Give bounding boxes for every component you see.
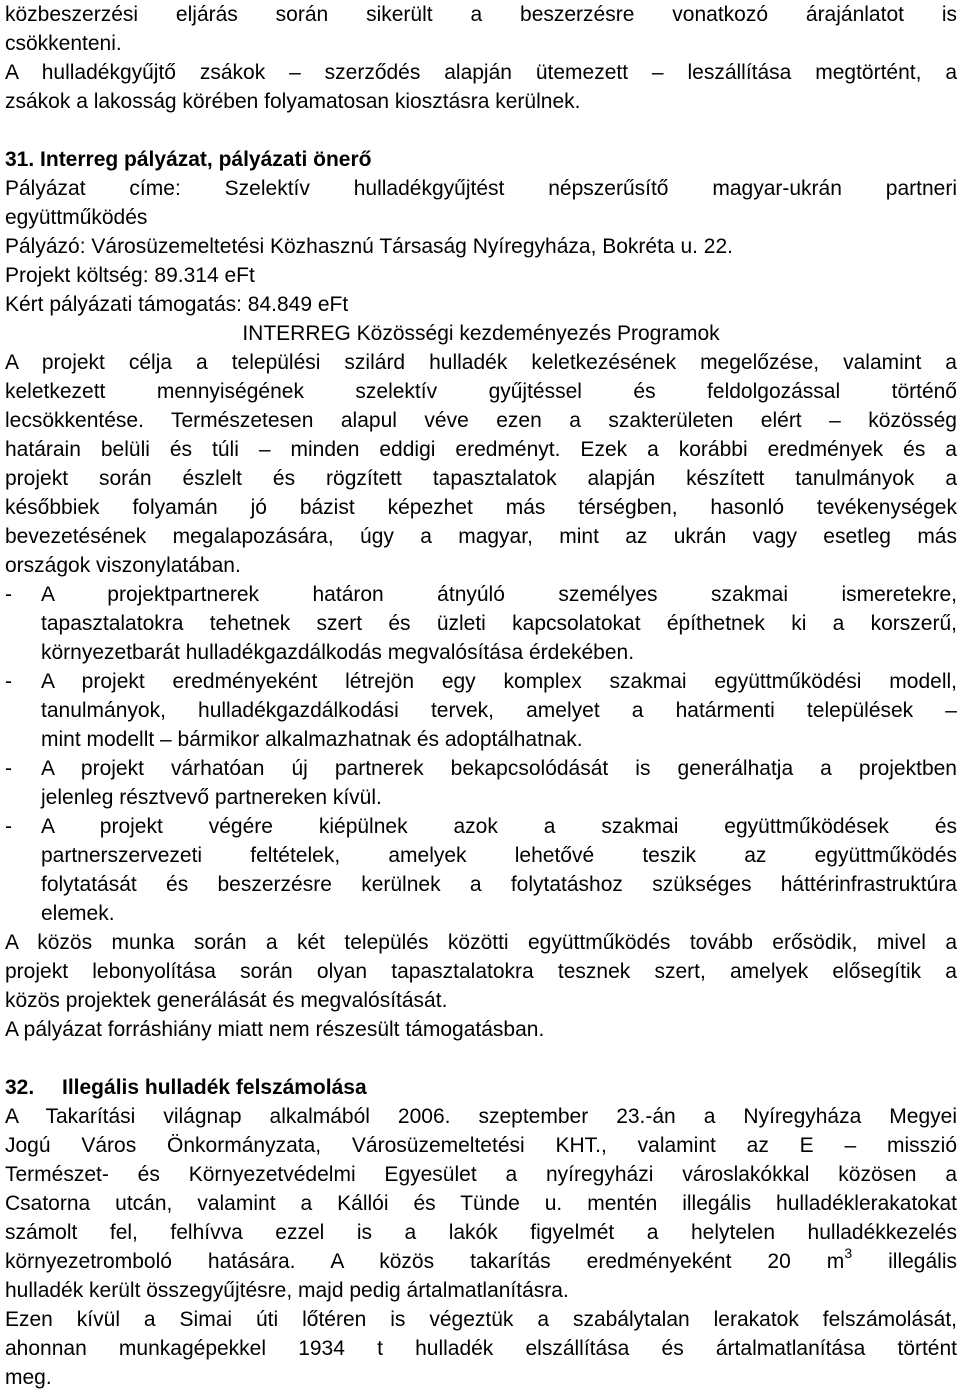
section-32 <box>5 1073 957 1392</box>
text-line: közös projektek generálását és megvalósítását. <box>5 989 448 1012</box>
requested-support-line: Kért pályázati támogatás: 84.849 eFt <box>5 293 349 316</box>
section-31 <box>5 145 957 1044</box>
list-item <box>5 580 957 609</box>
bullet-dash: - <box>5 670 12 693</box>
list-item-continuation <box>5 899 957 928</box>
text-line: országok viszonylatában. <box>5 554 241 577</box>
project-title-line: Pályázat címe: Szelektív hulladékgyűjtést népszerűsítő magyar-ukrán partneri <box>5 177 957 200</box>
text-line: Csatorna utcán, valamint a Kállói és Tünde u. mentén illegális hulladéklerakatokat <box>5 1192 957 1215</box>
bullet-dash: - <box>5 757 12 780</box>
text-line: A hulladékgyűjtő zsákok – szerződés alapján ütemezett – leszállítása megtörtént, a <box>5 61 957 84</box>
text-line: számolt fel, felhívva ezzel is a lakók figyelmét a helytelen hulladékkezelés <box>5 1221 957 1244</box>
bullet-text-line: környezetbarát hulladékgazdálkodás megvalósítása érdekében. <box>41 641 635 664</box>
list-item-continuation <box>5 870 957 899</box>
list-item-continuation <box>5 638 957 667</box>
text-line: határain belüli és túli – minden eddigi eredményt. Ezek a korábbi eredmények és a <box>5 438 957 461</box>
closing-paragraph <box>5 928 957 1015</box>
section-31-heading: 31. Interreg pályázat, pályázati önerő <box>5 148 372 171</box>
text-line: lecsökkentése. Természetesen alapul véve ezen a szakterületen elért – közösség <box>5 409 957 432</box>
text-line: későbbiek folyamán jó bázist képezhet más térségben, hasonló tevékenységek <box>5 496 957 519</box>
text-line: Természet- és Környezetvédelmi Egyesület a nyíregyházi városlakókkal közösen a <box>5 1163 957 1186</box>
bullet-text-line: tanulmányok, hulladékgazdálkodási tervek, amelyet a határmenti települések – <box>41 699 957 722</box>
text-line: A közös munka során a két település közötti együttműködés tovább erősödik, mivel a <box>5 931 957 954</box>
text-line: A Takarítási világnap alkalmából 2006. szeptember 23.-án a Nyíregyháza Megyei <box>5 1105 957 1128</box>
text-line: közbeszerzési eljárás során sikerült a beszerzésre vonatkozó árajánlatot is <box>5 3 957 26</box>
text-line: csökkenteni. <box>5 32 122 55</box>
project-cost-line: Projekt költség: 89.314 eFt <box>5 264 255 287</box>
list-item <box>5 667 957 696</box>
bullet-text-line: elemek. <box>41 902 115 925</box>
bullet-text-line: jelenleg résztvevő partnereken kívül. <box>41 786 382 809</box>
text-line: Ezen kívül a Simai úti lőtéren is végeztük a szabálytalan lerakatok felszámolását, <box>5 1308 957 1331</box>
text-line: zsákok a lakosság körében folyamatosan kiosztásra kerülnek. <box>5 90 581 113</box>
list-item <box>5 754 957 783</box>
document-page <box>5 0 957 1392</box>
bullet-text-line: A projektpartnerek határon átnyúló személyes szakmai ismeretekre, <box>41 583 957 606</box>
text-line: meg. <box>5 1366 52 1389</box>
text-line: hulladék került összegyűjtésre, majd pedig ártalmatlanításra. <box>5 1279 569 1302</box>
bullet-text-line: tapasztalatokra tehetnek szert és üzleti kapcsolatokat építhetnek ki a korszerű, <box>41 612 957 635</box>
text-line: keletkezett mennyiségének szelektív gyűjtéssel és feldolgozással történő <box>5 380 957 403</box>
project-description <box>5 348 957 580</box>
text-line: bevezetésének megalapozására, úgy a magyar, mint az ukrán vagy esetleg más <box>5 525 957 548</box>
text-line: projekt során észlelt és rögzített tapasztalatok alapján készített tanulmányok a <box>5 467 957 490</box>
bullet-text-line: A projekt eredményeként létrejön egy komplex szakmai együttműködési modell, <box>41 670 957 693</box>
text-line: ahonnan munkagépekkel 1934 t hulladék elszállítása és ártalmatlanítása történt <box>5 1337 957 1360</box>
applicant-line: Pályázó: Városüzemeltetési Közhasznú Társaság Nyíregyháza, Bokréta u. 22. <box>5 235 733 258</box>
bullet-dash: - <box>5 815 12 838</box>
bullet-list <box>5 580 957 928</box>
cubic-superscript: 3 <box>844 1245 853 1261</box>
paragraph-gap <box>5 1044 957 1073</box>
list-item-continuation <box>5 783 957 812</box>
section-number: 32. <box>5 1076 35 1099</box>
funding-status-line: A pályázat forráshiány miatt nem részesült támogatásban. <box>5 1018 545 1041</box>
list-item <box>5 812 957 841</box>
text-line: Jogú Város Önkormányzata, Városüzemeltetési KHT., valamint az E – misszió <box>5 1134 957 1157</box>
bullet-dash: - <box>5 583 12 606</box>
list-item-continuation <box>5 696 957 725</box>
project-title-line: együttműködés <box>5 206 148 229</box>
list-item-continuation <box>5 841 957 870</box>
list-item-continuation <box>5 725 957 754</box>
intro-paragraph <box>5 0 957 116</box>
text-segment: illegális <box>852 1250 957 1273</box>
bullet-text-line: partnerszervezeti feltételek, amelyek lehetővé teszik az együttműködés <box>41 844 957 867</box>
bullet-text-line: A projekt várhatóan új partnerek bekapcsolódását is generálhatja a projektben <box>41 757 957 780</box>
text-line: A projekt célja a települési szilárd hulladék keletkezésének megelőzése, valamint a <box>5 351 957 374</box>
bullet-text-line: folytatását és beszerzésre kerülnek a folytatáshoz szükséges háttérinfrastruktúra <box>41 873 957 896</box>
text-segment: környezetromboló hatására. A közös takarítás eredményeként 20 m <box>5 1250 845 1273</box>
bullet-text-line: mint modellt – bármikor alkalmazhatnak és adoptálhatnak. <box>41 728 583 751</box>
bullet-text-line: A projekt végére kiépülnek azok a szakmai együttműködések és <box>41 815 957 838</box>
section-title: Illegális hulladék felszámolása <box>62 1076 367 1099</box>
section-32-heading <box>5 1073 957 1102</box>
text-line: projekt lebonyolítása során olyan tapasztalatokra tesznek szert, amelyek elősegítik a <box>5 960 957 983</box>
list-item-continuation <box>5 609 957 638</box>
paragraph-gap <box>5 116 957 145</box>
program-name: INTERREG Közösségi kezdeményezés Programok <box>242 322 720 345</box>
text-line-with-superscript <box>5 1247 957 1276</box>
